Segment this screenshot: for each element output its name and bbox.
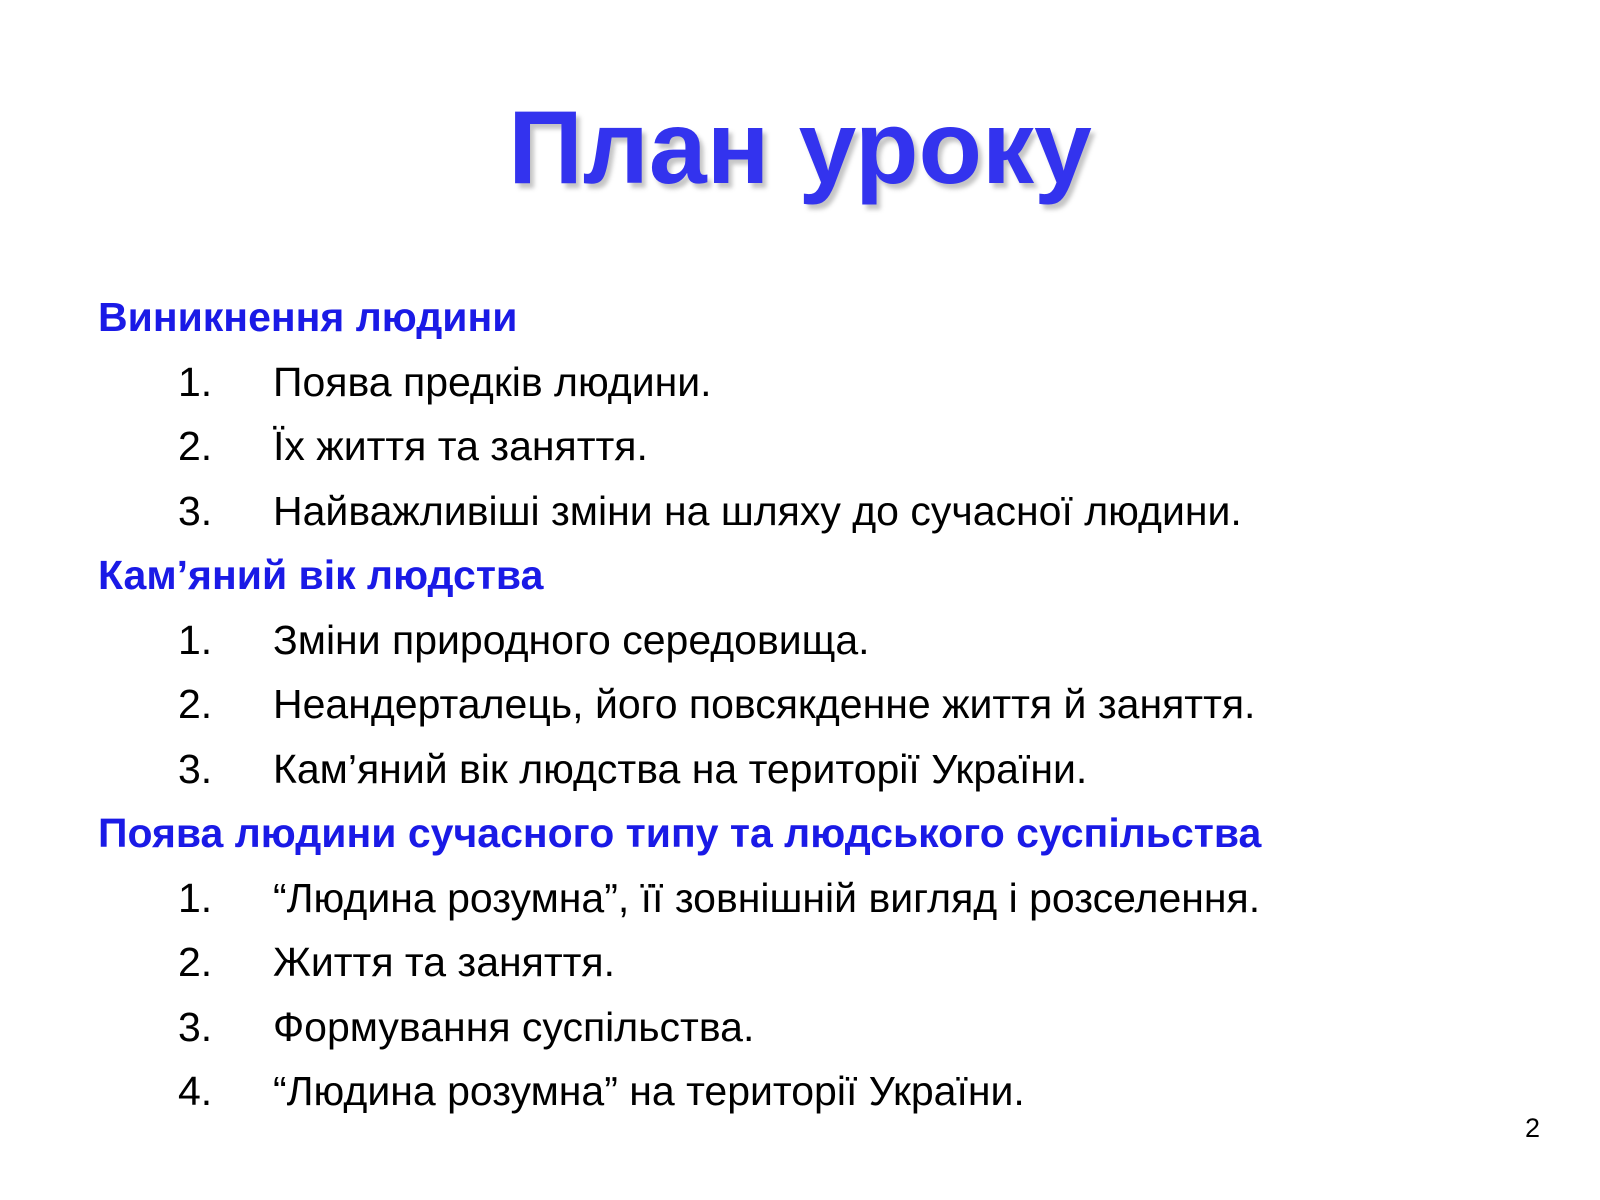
item-number: 3. <box>178 745 213 792</box>
slide-title: План уроку <box>508 90 1092 206</box>
list-item <box>98 995 1518 1060</box>
list-item <box>98 672 1518 737</box>
list-item <box>98 414 1518 479</box>
item-text: Неандерталець, його повсякденне життя й заняття. <box>273 681 1256 727</box>
item-number: 1. <box>178 616 213 663</box>
item-number: 2. <box>178 939 213 985</box>
item-text: Поява предків людини. <box>273 358 712 405</box>
item-text: Формування суспільства. <box>273 1003 755 1050</box>
item-text: Їх життя та заняття. <box>273 423 648 469</box>
item-number: 3. <box>178 487 213 534</box>
item-number: 4. <box>178 1068 213 1114</box>
item-number: 1. <box>178 874 213 921</box>
item-text: “Людина розумна”, її зовнішній вигляд і розселення. <box>273 874 1261 921</box>
list-item <box>98 350 1518 415</box>
item-number: 1. <box>178 358 213 405</box>
section-heading: Поява людини сучасного типу та людського суспільства <box>98 810 1262 856</box>
item-text: Кам’яний вік людства на території України. <box>273 745 1088 792</box>
section-heading: Кам’яний вік людства <box>98 552 544 598</box>
page-number: 2 <box>1524 1113 1540 1143</box>
item-text: Зміни природного середовища. <box>273 616 870 663</box>
item-number: 2. <box>178 681 213 727</box>
list-item <box>98 930 1518 995</box>
item-text: Життя та заняття. <box>273 939 616 985</box>
lesson-outline <box>98 285 1518 1124</box>
item-number: 3. <box>178 1003 213 1050</box>
item-number: 2. <box>178 423 213 469</box>
item-text: “Людина розумна” на території України. <box>273 1068 1025 1114</box>
list-item <box>98 866 1518 931</box>
section-heading: Виникнення людини <box>98 294 518 340</box>
list-item <box>98 1059 1518 1124</box>
item-text: Найважливіші зміни на шляху до сучасної людини. <box>273 487 1242 534</box>
list-item <box>98 608 1518 673</box>
list-item <box>98 479 1518 544</box>
list-item <box>98 737 1518 802</box>
